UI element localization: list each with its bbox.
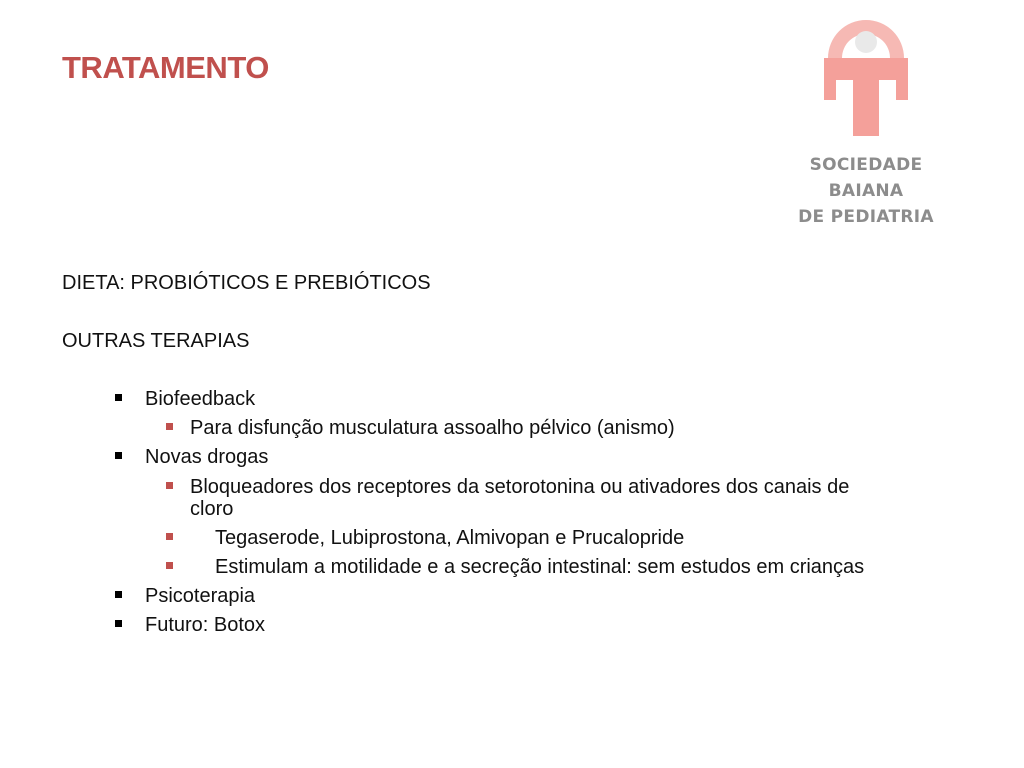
sub-list-bullet [166, 562, 173, 569]
list-bullet [115, 394, 122, 401]
logo-cross-icon [820, 18, 912, 143]
dieta-heading: DIETA: PROBIÓTICOS E PREBIÓTICOS [62, 272, 431, 294]
logo-line-2: BAIANA [828, 181, 904, 201]
sociedade-baiana-pediatria-logo [790, 18, 942, 228]
outras-terapias-heading: OUTRAS TERAPIAS [62, 330, 250, 352]
sub-item-bloqueadores-continued: cloro [190, 498, 234, 520]
list-bullet [115, 591, 122, 598]
sub-list-bullet [166, 482, 173, 489]
sub-item-anismo: Para disfunção musculatura assoalho pélvico (anismo) [190, 417, 675, 439]
sub-item-drug-names: Tegaserode, Lubiprostona, Almivopan e Prucalopride [215, 527, 685, 549]
list-item-biofeedback: Biofeedback [145, 388, 256, 410]
sub-list-bullet [166, 423, 173, 430]
list-bullet [115, 620, 122, 627]
list-item-futuro-botox: Futuro: Botox [145, 614, 266, 636]
logo-line-3: DE PEDIATRIA [798, 207, 934, 227]
logo-text [790, 152, 942, 230]
slide-title: TRATAMENTO [62, 50, 269, 85]
list-item-psicoterapia: Psicoterapia [145, 585, 256, 607]
logo-line-1: SOCIEDADE [809, 155, 923, 175]
sub-list-bullet [166, 533, 173, 540]
sub-item-bloqueadores: Bloqueadores dos receptores da setorotonina ou ativadores dos canais de [190, 476, 850, 498]
sub-item-motilidade: Estimulam a motilidade e a secreção intestinal: sem estudos em crianças [215, 556, 865, 578]
list-item-novas-drogas: Novas drogas [145, 446, 269, 468]
list-bullet [115, 452, 122, 459]
